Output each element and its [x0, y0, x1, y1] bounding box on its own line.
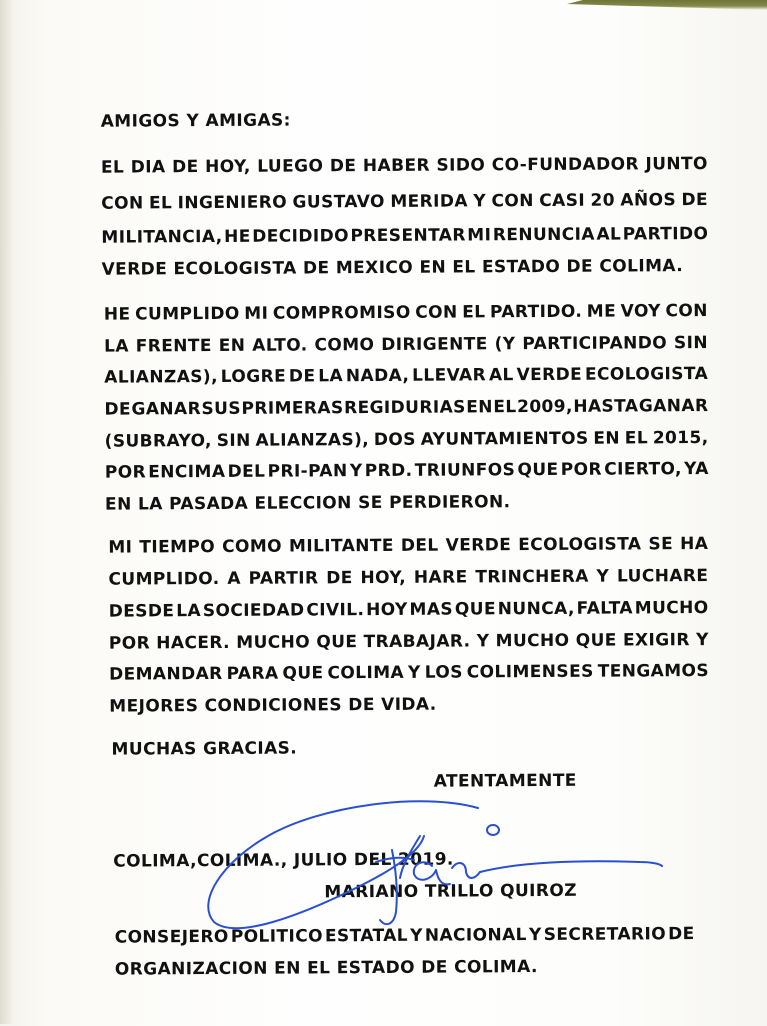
salutation: AMIGOS Y AMIGAS:	[100, 110, 291, 132]
p1-line-1: EL DIA DE HOY, LUEGO DE HABER SIDO CO-FUNDADOR JUNTO	[100, 153, 708, 178]
p2-line-2: LA FRENTE EN ALTO. COMO DIRIGENTE (Y PARTICIPANDO SIN	[103, 332, 709, 357]
p2-line-1: HE CUMPLIDO MI COMPROMISO CON EL PARTIDO. ME VOY CON	[103, 300, 708, 325]
p1-line-4: VERDE ECOLOGISTA DE MEXICO EN EL ESTADO DE COLIMA.	[101, 256, 684, 280]
signer-title-line-2: ORGANIZACION EN EL ESTADO DE COLIMA.	[114, 957, 538, 980]
p3-line-4: POR HACER. MUCHO QUE TRABAJAR. Y MUCHO QUE EXIGIR Y	[108, 629, 709, 654]
thanks: MUCHAS GRACIAS.	[111, 738, 298, 760]
p3-line-2: CUMPLIDO. A PARTIR DE HOY, HARE TRINCHERA Y LUCHARE	[108, 565, 709, 590]
p1-line-2: CON EL INGENIERO GUSTAVO MERIDA Y CON CASI 20 AÑOS DE	[101, 189, 709, 214]
p2-line-7: EN LA PASADA ELECCION SE PERDIERON.	[104, 492, 511, 515]
p3-line-6: MEJORES CONDICIONES DE VIDA.	[109, 694, 437, 717]
p1-line-3: MILITANCIA, HE DECIDIDO PRESENTAR MI RENUNCIA AL PARTIDO	[101, 223, 709, 248]
closing: ATENTAMENTE	[433, 770, 577, 792]
place-date: COLIMA,COLIMA., JULIO DEL 2019.	[113, 849, 454, 872]
p2-line-3: ALIANZAS), LOGRE DE LA NADA, LLEVAR AL VERDE ECOLOGISTA	[104, 363, 709, 388]
signer-name: MARIANO TRILLO QUIROZ	[324, 880, 577, 903]
p3-line-3: DESDE LA SOCIEDAD CIVIL. HOY MAS QUE NUNCA, FALTA MUCHO	[108, 597, 709, 622]
p2-line-5: (SUBRAYO, SIN ALIANZAS), DOS AYUNTAMIENTOS EN EL 2015,	[104, 427, 709, 452]
p3-line-5: DEMANDAR PARA QUE COLIMA Y LOS COLIMENSES TENGAMOS	[109, 660, 710, 685]
p2-line-4: DE GANAR SUS PRIMERAS REGIDURIAS EN EL 2009, HASTA GANAR	[104, 395, 709, 420]
p2-line-6: POR ENCIMA DEL PRI-PAN Y PRD. TRIUNFOS QUE POR CIERTO, YA	[104, 458, 709, 483]
signer-title-line-1: CONSEJERO POLITICO ESTATAL Y NACIONAL Y SECRETARIO DE	[114, 924, 695, 948]
p3-line-1: MI TIEMPO COMO MILITANTE DEL VERDE ECOLOGISTA SE HA	[108, 533, 709, 558]
